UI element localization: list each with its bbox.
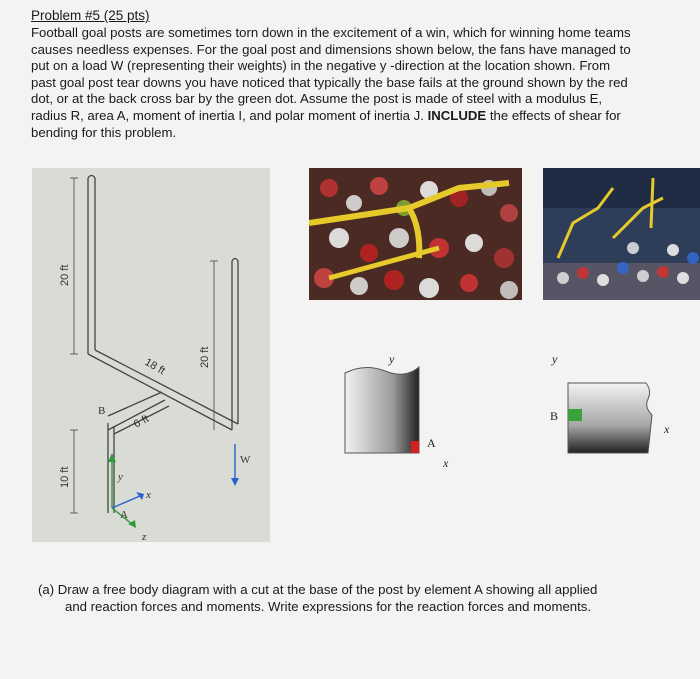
label-w: W bbox=[240, 454, 251, 466]
problem-statement bbox=[31, 25, 693, 141]
dim-18ft-label: 18 ft bbox=[142, 356, 168, 378]
section-a-x-label: x bbox=[443, 456, 449, 470]
section-b-svg bbox=[540, 345, 690, 465]
part-a-line-2: and reaction forces and moments. Write expressions for the reaction forces and moments. bbox=[65, 599, 592, 614]
statement-line-7: bending for this problem. bbox=[31, 124, 177, 140]
section-a-a-label: A bbox=[427, 436, 436, 450]
dim-6ft-label: 6 ft bbox=[131, 412, 151, 431]
axis-z-label: z bbox=[142, 531, 147, 542]
axis-x-label: x bbox=[146, 489, 151, 501]
statement-line-6 bbox=[31, 108, 693, 125]
section-a-svg bbox=[335, 345, 465, 475]
section-a-y-label: y bbox=[389, 352, 395, 366]
dim-20ft-left-label: 20 ft bbox=[59, 264, 71, 286]
section-a-diagram bbox=[335, 345, 465, 475]
section-b-diagram bbox=[540, 345, 690, 465]
crowd-photo-1-image bbox=[309, 168, 522, 300]
section-b-y-label: y bbox=[552, 352, 558, 366]
part-a-line-1: (a) Draw a free body diagram with a cut at the base of the post by element A showing all applied bbox=[38, 582, 598, 597]
crowd-photo-1 bbox=[309, 168, 522, 300]
problem-heading: Problem #5 (25 pts) bbox=[31, 8, 150, 23]
statement-line-5: dot, or at the back cross bar by the green dot. Assume the post is made of steel with a modulus E, bbox=[31, 91, 603, 107]
dim-10ft-label: 10 ft bbox=[59, 466, 71, 488]
statement-line-6-text: radius R, area A, moment of inertia I, and polar moment of inertia J. bbox=[31, 107, 424, 123]
label-b: B bbox=[98, 405, 106, 417]
statement-line-1: Football goal posts are sometimes torn down in the excitement of a win, which for winning home teams bbox=[31, 25, 631, 40]
include-emphasis: INCLUDE bbox=[427, 107, 487, 123]
statement-line-6-rest: the effects of shear for bbox=[486, 107, 621, 123]
statement-line-3: put on a load W (representing their weights) in the negative y -direction at the location shown. From bbox=[31, 58, 611, 74]
goal-post-figure bbox=[32, 168, 270, 542]
statement-line-2: causes needless expenses. For the goal post and dimensions shown below, the fans have managed to bbox=[31, 41, 631, 57]
section-b-b-label: B bbox=[550, 409, 559, 423]
part-a-question bbox=[38, 581, 678, 615]
crowd-photo-2-image bbox=[543, 168, 700, 300]
statement-line-4: past goal post tear downs you have noticed that typically the base fails at the ground shown by the red bbox=[31, 74, 628, 90]
goal-post-diagram bbox=[32, 168, 270, 542]
axis-y-label: y bbox=[118, 471, 123, 483]
section-b-x-label: x bbox=[664, 422, 670, 436]
label-a: A bbox=[120, 509, 128, 521]
crowd-photo-2 bbox=[543, 168, 700, 300]
dim-20ft-right-label: 20 ft bbox=[199, 346, 211, 368]
